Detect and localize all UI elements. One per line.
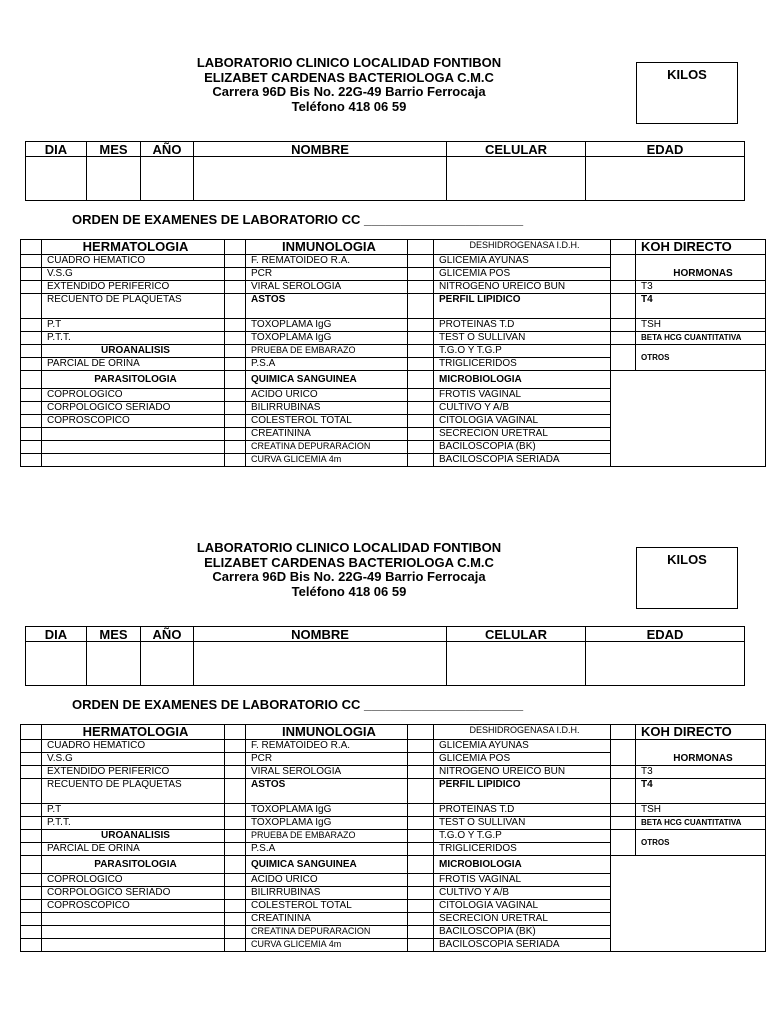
checkbox[interactable] <box>225 887 246 900</box>
exam-item: CITOLOGIA VAGINAL <box>434 900 611 913</box>
exam-item: GLICEMIA POS <box>434 753 611 766</box>
exam-item: F. REMATOIDEO R.A. <box>246 740 408 753</box>
exam-item: RECUENTO DE PLAQUETAS <box>42 779 225 804</box>
checkbox[interactable] <box>225 415 246 428</box>
blank-area <box>611 371 766 467</box>
exam-item: CREATINA DEPURARACION <box>246 926 408 939</box>
kilos-label: KILOS <box>667 67 707 82</box>
mes-header: MES <box>87 142 141 157</box>
checkbox[interactable] <box>225 900 246 913</box>
exam-item: COPROSCOPICO <box>42 900 225 913</box>
exam-item: P.T <box>42 804 225 817</box>
exam-item: PERFIL LIPIDICO <box>434 294 611 319</box>
checkbox[interactable] <box>408 281 434 294</box>
checkbox[interactable] <box>611 281 636 294</box>
checkbox[interactable] <box>225 856 246 874</box>
exam-item: CUADRO HEMATICO <box>42 740 225 753</box>
checkbox[interactable] <box>611 332 636 345</box>
exam-item: CULTIVO Y A/B <box>434 402 611 415</box>
checkbox[interactable] <box>408 268 434 281</box>
deshidrogenasa-item: DESHIDROGENASA I.D.H. <box>434 240 611 255</box>
checkbox[interactable] <box>408 779 434 804</box>
checkbox[interactable] <box>611 240 636 255</box>
checkbox[interactable] <box>225 926 246 939</box>
checkbox[interactable] <box>225 804 246 817</box>
checkbox[interactable] <box>225 428 246 441</box>
checkbox[interactable] <box>611 804 636 817</box>
kilos-box[interactable] <box>636 547 738 609</box>
checkbox[interactable] <box>21 913 42 926</box>
checkbox[interactable] <box>21 817 42 830</box>
nombre-field[interactable] <box>194 642 447 686</box>
checkbox[interactable] <box>611 753 636 766</box>
exam-item: COLESTEROL TOTAL <box>246 900 408 913</box>
exam-item: PERFIL LIPIDICO <box>434 779 611 804</box>
checkbox[interactable] <box>21 926 42 939</box>
exam-item: GLICEMIA AYUNAS <box>434 255 611 268</box>
checkbox[interactable] <box>408 389 434 402</box>
exam-item: VIRAL SEROLOGIA <box>246 766 408 779</box>
checkbox[interactable] <box>225 913 246 926</box>
checkbox[interactable] <box>408 454 434 467</box>
otros-item: OTROS <box>636 345 766 371</box>
hermatologia-heading: HERMATOLOGIA <box>42 725 225 740</box>
checkbox[interactable] <box>225 843 246 856</box>
checkbox[interactable] <box>21 281 42 294</box>
checkbox[interactable] <box>21 332 42 345</box>
checkbox[interactable] <box>225 753 246 766</box>
nombre-field[interactable] <box>194 157 447 201</box>
checkbox[interactable] <box>408 887 434 900</box>
exam-item: COPROLOGICO <box>42 389 225 402</box>
exam-item: EXTENDIDO PERIFERICO <box>42 766 225 779</box>
checkbox[interactable] <box>225 874 246 887</box>
checkbox[interactable] <box>21 804 42 817</box>
exam-item: BACILOSCOPIA SERIADA <box>434 939 611 952</box>
quimica-sanguinea-heading: QUIMICA SANGUINEA <box>246 856 408 874</box>
bacteriologist-name: ELIZABET CARDENAS BACTERIOLOGA C.M.C <box>204 554 494 570</box>
exam-item: VIRAL SEROLOGIA <box>246 281 408 294</box>
celular-header: CELULAR <box>447 627 586 642</box>
checkbox[interactable] <box>225 725 246 740</box>
checkbox[interactable] <box>21 874 42 887</box>
kilos-box[interactable] <box>636 62 738 124</box>
checkbox[interactable] <box>21 766 42 779</box>
checkbox[interactable] <box>225 268 246 281</box>
exam-item: GLICEMIA POS <box>434 268 611 281</box>
checkbox[interactable] <box>611 766 636 779</box>
checkbox[interactable] <box>225 255 246 268</box>
exam-item: V.S.G <box>42 268 225 281</box>
kilos-label: KILOS <box>667 552 707 567</box>
dia-header: DIA <box>26 627 87 642</box>
orden-title: ORDEN DE EXAMENES DE LABORATORIO CC ______________________ <box>72 212 524 227</box>
exam-item: CREATININA <box>246 428 408 441</box>
exam-item: PCR <box>246 268 408 281</box>
checkbox[interactable] <box>225 454 246 467</box>
checkbox[interactable] <box>225 281 246 294</box>
parasitologia-heading: PARASITOLOGIA <box>42 856 225 874</box>
dia-field[interactable] <box>26 642 87 686</box>
checkbox[interactable] <box>21 441 42 454</box>
exam-item: PROTEINAS T.D <box>434 319 611 332</box>
nombre-header: NOMBRE <box>194 142 447 157</box>
checkbox[interactable] <box>21 371 42 389</box>
exam-item: EXTENDIDO PERIFERICO <box>42 281 225 294</box>
exam-item: SECRECION URETRAL <box>434 913 611 926</box>
exams-table <box>20 724 766 952</box>
exam-item: CURVA GLICEMIA 4m <box>246 939 408 952</box>
exam-item: BACILOSCOPIA (BK) <box>434 926 611 939</box>
checkbox[interactable] <box>225 294 246 319</box>
checkbox[interactable] <box>21 319 42 332</box>
checkbox[interactable] <box>21 725 42 740</box>
inmunologia-heading: INMUNOLOGIA <box>246 240 408 255</box>
exam-item: CULTIVO Y A/B <box>434 887 611 900</box>
exam-item: ACIDO URICO <box>246 874 408 887</box>
blank-cell <box>636 740 766 753</box>
lab-header <box>150 541 548 599</box>
exam-item: CORPOLOGICO SERIADO <box>42 402 225 415</box>
exam-item: NITROGENO UREICO BUN <box>434 281 611 294</box>
exam-item: TRIGLICERIDOS <box>434 358 611 371</box>
checkbox[interactable] <box>21 240 42 255</box>
exam-item: SECRECION URETRAL <box>434 428 611 441</box>
edad-field[interactable] <box>586 642 745 686</box>
checkbox[interactable] <box>611 294 636 319</box>
hormonas-heading: HORMONAS <box>636 753 766 766</box>
checkbox[interactable] <box>225 389 246 402</box>
exam-item: TOXOPLAMA IgG <box>246 817 408 830</box>
lab-name: LABORATORIO CLINICO LOCALIDAD FONTIBON <box>196 55 502 70</box>
checkbox[interactable] <box>408 332 434 345</box>
lab-phone: Teléfono 418 06 59 <box>291 583 407 599</box>
checkbox[interactable] <box>408 874 434 887</box>
exam-item: COLESTEROL TOTAL <box>246 415 408 428</box>
exam-item: F. REMATOIDEO R.A. <box>246 255 408 268</box>
hermatologia-heading: HERMATOLOGIA <box>42 240 225 255</box>
edad-header: EDAD <box>586 627 745 642</box>
blank-cell[interactable] <box>42 441 225 454</box>
checkbox[interactable] <box>225 766 246 779</box>
exam-item: FROTIS VAGINAL <box>434 389 611 402</box>
checkbox[interactable] <box>21 454 42 467</box>
checkbox[interactable] <box>408 913 434 926</box>
exam-item: T3 <box>636 281 766 294</box>
mes-header: MES <box>87 627 141 642</box>
exam-item: FROTIS VAGINAL <box>434 874 611 887</box>
checkbox[interactable] <box>611 830 636 856</box>
exam-item: BETA HCG CUANTITATIVA <box>636 332 766 345</box>
checkbox[interactable] <box>408 255 434 268</box>
blank-cell[interactable] <box>42 454 225 467</box>
exam-item: PARCIAL DE ORINA <box>42 843 225 856</box>
exam-item: TOXOPLAMA IgG <box>246 332 408 345</box>
exam-item: TOXOPLAMA IgG <box>246 319 408 332</box>
checkbox[interactable] <box>21 900 42 913</box>
uroanalisis-heading: UROANALISIS <box>42 345 225 358</box>
checkbox[interactable] <box>21 268 42 281</box>
blank-cell[interactable] <box>42 926 225 939</box>
checkbox[interactable] <box>21 345 42 358</box>
checkbox[interactable] <box>21 843 42 856</box>
exam-item: ACIDO URICO <box>246 389 408 402</box>
hormonas-heading: HORMONAS <box>636 268 766 281</box>
koh-directo-item: KOH DIRECTO <box>636 725 766 740</box>
checkbox[interactable] <box>21 415 42 428</box>
checkbox[interactable] <box>21 887 42 900</box>
checkbox[interactable] <box>225 939 246 952</box>
dia-header: DIA <box>26 142 87 157</box>
exam-item: ASTOS <box>246 294 408 319</box>
exam-item: PCR <box>246 753 408 766</box>
ano-header: AÑO <box>141 142 194 157</box>
checkbox[interactable] <box>21 389 42 402</box>
checkbox[interactable] <box>21 939 42 952</box>
checkbox[interactable] <box>225 402 246 415</box>
checkbox[interactable] <box>611 779 636 804</box>
checkbox[interactable] <box>225 332 246 345</box>
lab-order-form-bottom <box>0 485 768 970</box>
exam-item: P.T.T. <box>42 332 225 345</box>
exam-item: CREATININA <box>246 913 408 926</box>
microbiologia-heading: MICROBIOLOGIA <box>434 371 611 389</box>
checkbox[interactable] <box>21 856 42 874</box>
exam-item: BACILOSCOPIA (BK) <box>434 441 611 454</box>
checkbox[interactable] <box>225 740 246 753</box>
checkbox[interactable] <box>611 268 636 281</box>
checkbox[interactable] <box>21 830 42 843</box>
exam-item: T3 <box>636 766 766 779</box>
checkbox[interactable] <box>408 830 434 843</box>
exam-item: COPROLOGICO <box>42 874 225 887</box>
lab-address: Carrera 96D Bis No. 22G-49 Barrio Ferrocaja <box>212 569 486 584</box>
exam-item: CORPOLOGICO SERIADO <box>42 887 225 900</box>
checkbox[interactable] <box>408 753 434 766</box>
checkbox[interactable] <box>611 345 636 371</box>
edad-header: EDAD <box>586 142 745 157</box>
uroanalisis-heading: UROANALISIS <box>42 830 225 843</box>
exam-item: RECUENTO DE PLAQUETAS <box>42 294 225 319</box>
mes-field[interactable] <box>87 642 141 686</box>
lab-phone: Teléfono 418 06 59 <box>291 98 407 114</box>
exam-item: PARCIAL DE ORINA <box>42 358 225 371</box>
checkbox[interactable] <box>225 240 246 255</box>
checkbox[interactable] <box>21 402 42 415</box>
blank-cell[interactable] <box>42 939 225 952</box>
exam-item: P.T.T. <box>42 817 225 830</box>
ano-field[interactable] <box>141 157 194 201</box>
checkbox[interactable] <box>408 725 434 740</box>
checkbox[interactable] <box>225 358 246 371</box>
exam-item: BILIRRUBINAS <box>246 887 408 900</box>
checkbox[interactable] <box>408 817 434 830</box>
exams-table <box>20 239 766 467</box>
checkbox[interactable] <box>408 240 434 255</box>
exam-item: TEST O SULLIVAN <box>434 817 611 830</box>
checkbox[interactable] <box>408 415 434 428</box>
exam-item: BILIRRUBINAS <box>246 402 408 415</box>
inmunologia-heading: INMUNOLOGIA <box>246 725 408 740</box>
checkbox[interactable] <box>408 402 434 415</box>
parasitologia-heading: PARASITOLOGIA <box>42 371 225 389</box>
dia-field[interactable] <box>26 157 87 201</box>
exam-item: TSH <box>636 804 766 817</box>
exam-item: NITROGENO UREICO BUN <box>434 766 611 779</box>
exam-item: T.G.O Y T.G.P <box>434 830 611 843</box>
exam-item: T.G.O Y T.G.P <box>434 345 611 358</box>
exam-item: V.S.G <box>42 753 225 766</box>
exam-item: T4 <box>636 294 766 319</box>
exam-item: COPROSCOPICO <box>42 415 225 428</box>
checkbox[interactable] <box>225 779 246 804</box>
bacteriologist-name: ELIZABET CARDENAS BACTERIOLOGA C.M.C <box>204 69 494 85</box>
edad-field[interactable] <box>586 157 745 201</box>
checkbox[interactable] <box>611 740 636 753</box>
otros-item: OTROS <box>636 830 766 856</box>
checkbox[interactable] <box>408 740 434 753</box>
checkbox[interactable] <box>408 319 434 332</box>
exam-item: ASTOS <box>246 779 408 804</box>
checkbox[interactable] <box>611 725 636 740</box>
checkbox[interactable] <box>408 371 434 389</box>
checkbox[interactable] <box>611 319 636 332</box>
checkbox[interactable] <box>408 926 434 939</box>
checkbox[interactable] <box>408 345 434 358</box>
checkbox[interactable] <box>408 804 434 817</box>
exam-item: CITOLOGIA VAGINAL <box>434 415 611 428</box>
celular-field[interactable] <box>447 642 586 686</box>
exam-item: PROTEINAS T.D <box>434 804 611 817</box>
exam-item: T4 <box>636 779 766 804</box>
checkbox[interactable] <box>408 428 434 441</box>
ano-field[interactable] <box>141 642 194 686</box>
checkbox[interactable] <box>408 843 434 856</box>
checkbox[interactable] <box>225 830 246 843</box>
celular-header: CELULAR <box>447 142 586 157</box>
checkbox[interactable] <box>225 817 246 830</box>
exam-item: CREATINA DEPURARACION <box>246 441 408 454</box>
checkbox[interactable] <box>225 441 246 454</box>
checkbox[interactable] <box>225 345 246 358</box>
exam-item: TRIGLICERIDOS <box>434 843 611 856</box>
lab-header <box>150 56 548 114</box>
blank-cell <box>636 255 766 268</box>
checkbox[interactable] <box>21 294 42 319</box>
exam-item: GLICEMIA AYUNAS <box>434 740 611 753</box>
exam-item: PRUEBA DE EMBARAZO <box>246 830 408 843</box>
koh-directo-item: KOH DIRECTO <box>636 240 766 255</box>
checkbox[interactable] <box>225 319 246 332</box>
patient-info-table <box>25 626 745 686</box>
deshidrogenasa-item: DESHIDROGENASA I.D.H. <box>434 725 611 740</box>
exam-item: TEST O SULLIVAN <box>434 332 611 345</box>
exam-item: BETA HCG CUANTITATIVA <box>636 817 766 830</box>
checkbox[interactable] <box>408 939 434 952</box>
checkbox[interactable] <box>408 358 434 371</box>
checkbox[interactable] <box>225 371 246 389</box>
checkbox[interactable] <box>21 428 42 441</box>
checkbox[interactable] <box>408 294 434 319</box>
exam-item: CURVA GLICEMIA 4m <box>246 454 408 467</box>
checkbox[interactable] <box>408 900 434 913</box>
orden-title: ORDEN DE EXAMENES DE LABORATORIO CC ______________________ <box>72 697 524 712</box>
checkbox[interactable] <box>21 779 42 804</box>
mes-field[interactable] <box>87 157 141 201</box>
checkbox[interactable] <box>21 740 42 753</box>
checkbox[interactable] <box>611 817 636 830</box>
exam-item: P.T <box>42 319 225 332</box>
exam-item: BACILOSCOPIA SERIADA <box>434 454 611 467</box>
quimica-sanguinea-heading: QUIMICA SANGUINEA <box>246 371 408 389</box>
blank-cell[interactable] <box>42 913 225 926</box>
exam-item: TOXOPLAMA IgG <box>246 804 408 817</box>
checkbox[interactable] <box>408 441 434 454</box>
exam-item: TSH <box>636 319 766 332</box>
exam-item: P.S.A <box>246 358 408 371</box>
ano-header: AÑO <box>141 627 194 642</box>
checkbox[interactable] <box>408 856 434 874</box>
lab-address: Carrera 96D Bis No. 22G-49 Barrio Ferrocaja <box>212 84 486 99</box>
nombre-header: NOMBRE <box>194 627 447 642</box>
microbiologia-heading: MICROBIOLOGIA <box>434 856 611 874</box>
lab-name: LABORATORIO CLINICO LOCALIDAD FONTIBON <box>196 540 502 555</box>
blank-cell[interactable] <box>42 428 225 441</box>
checkbox[interactable] <box>21 255 42 268</box>
exam-item: P.S.A <box>246 843 408 856</box>
exam-item: CUADRO HEMATICO <box>42 255 225 268</box>
exam-item: PRUEBA DE EMBARAZO <box>246 345 408 358</box>
checkbox[interactable] <box>21 358 42 371</box>
lab-order-form-top <box>0 0 768 485</box>
checkbox[interactable] <box>21 753 42 766</box>
blank-area <box>611 856 766 952</box>
celular-field[interactable] <box>447 157 586 201</box>
checkbox[interactable] <box>408 766 434 779</box>
patient-info-table <box>25 141 745 201</box>
checkbox[interactable] <box>611 255 636 268</box>
